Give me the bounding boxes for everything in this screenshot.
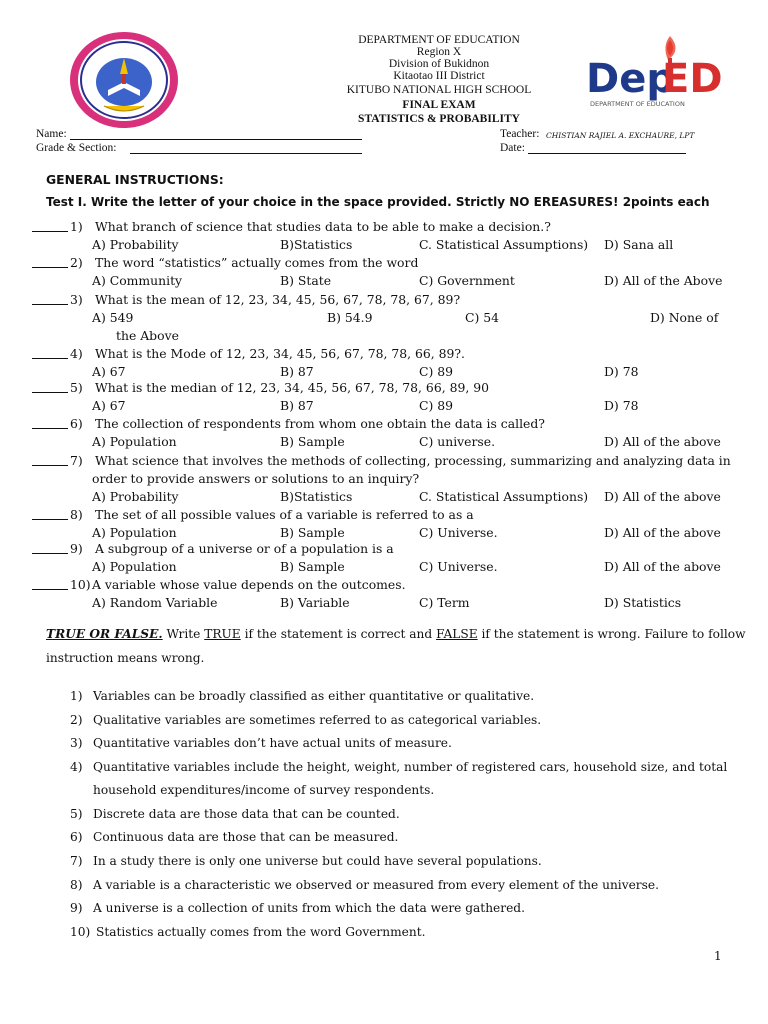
tf-item-text: Discrete data are those data that can be counted.: [93, 807, 400, 821]
option-d: D) All of the Above: [604, 273, 723, 288]
svg-text:DEPARTMENT OF EDUCATION: DEPARTMENT OF EDUCATION: [590, 100, 685, 108]
tf-item-number: 10): [70, 925, 91, 939]
answer-blank[interactable]: [32, 589, 68, 590]
tf-item-text: In a study there is only one universe but could have several populations.: [93, 854, 542, 868]
answer-blank[interactable]: [32, 428, 68, 429]
answer-blank[interactable]: [32, 465, 68, 466]
answer-blank[interactable]: [32, 392, 68, 393]
option-d: D) All of the above: [604, 434, 721, 449]
option-a: A) Community: [92, 273, 183, 288]
question-text: What is the Mode of 12, 23, 34, 45, 56, 67, 78, 78, 66, 89?.: [95, 346, 465, 361]
name-label: Name:: [36, 128, 67, 140]
tf-item-number: 7): [70, 854, 83, 868]
option-d: D) All of the above: [604, 559, 721, 574]
tf-item-number: 4): [70, 760, 83, 774]
option-a: A) Random Variable: [92, 595, 218, 610]
tf-item-text: Qualitative variables are sometimes referred to as categorical variables.: [93, 713, 542, 727]
question-text: A variable whose value depends on the outcomes.: [92, 577, 406, 592]
tf-item-text: Quantitative variables include the height, weight, number of registered cars, household size, and total: [93, 760, 728, 774]
tf-instr-a: Write: [162, 627, 205, 641]
option-c: C) 89: [419, 364, 454, 379]
tf-item-text: A variable is a characteristic we observed or measured from every element of the universe.: [93, 878, 659, 892]
page-number: 1: [714, 949, 722, 963]
tf-false-word: FALSE: [436, 627, 478, 641]
option-c: C) 54: [465, 310, 500, 325]
option-c: C. Statistical Assumptions): [419, 237, 589, 252]
option-a: A) Population: [92, 525, 177, 540]
option-b: B) Sample: [280, 434, 345, 449]
option-b: B) 87: [280, 364, 314, 379]
header-line-2: Region X: [416, 46, 462, 58]
test1-instruction: Test I. Write the letter of your choice in the space provided. Strictly NO EREASURES! 2points each: [46, 195, 710, 209]
option-d: D) All of the above: [604, 489, 721, 504]
exam-subject: STATISTICS & PROBABILITY: [358, 113, 520, 125]
answer-blank[interactable]: [32, 231, 68, 232]
header-line-3: Division of Bukidnon: [388, 58, 490, 70]
tf-item-text: Continuous data are those that can be measured.: [93, 830, 399, 844]
option-c: C) 89: [419, 398, 454, 413]
option-d: D) Statistics: [604, 595, 682, 610]
option-a: A) 67: [92, 364, 126, 379]
question-number: 8): [70, 507, 83, 522]
option-b: B) Sample: [280, 559, 345, 574]
option-d: D) 78: [604, 364, 639, 379]
date-label: Date:: [500, 142, 525, 154]
name-field[interactable]: [70, 139, 362, 140]
tf-item-text: A universe is a collection of units from which the data were gathered.: [93, 901, 525, 915]
option-a: A) Probability: [92, 489, 179, 504]
tf-item-text: Variables can be broadly classified as either quantitative or qualitative.: [93, 689, 535, 703]
grade-section-field[interactable]: [130, 153, 362, 154]
question-number: 2): [70, 255, 83, 270]
tf-instruction-line2: instruction means wrong.: [46, 651, 205, 665]
question-number: 4): [70, 346, 83, 361]
answer-blank[interactable]: [32, 519, 68, 520]
header-line-4: Kitaotao III District: [393, 70, 485, 82]
option-c: C) universe.: [419, 434, 496, 449]
answer-blank[interactable]: [32, 553, 68, 554]
tf-item-number: 5): [70, 807, 83, 821]
tf-true-word: TRUE: [204, 627, 241, 641]
question-text: What is the median of 12, 23, 34, 45, 56, 67, 78, 78, 66, 89, 90: [95, 380, 489, 395]
question-text: The collection of respondents from whom one obtain the data is called?: [95, 416, 545, 431]
option-d: D) Sana all: [604, 237, 674, 252]
question-text-cont: order to provide answers or solutions to an inquiry?: [92, 471, 420, 486]
teacher-value: CHISTIAN RAJIEL A. EXCHAURE, LPT: [546, 131, 695, 140]
option-b: B) Sample: [280, 525, 345, 540]
option-c: C) Government: [419, 273, 515, 288]
svg-text:Dep: Dep: [586, 56, 675, 102]
general-instructions: GENERAL INSTRUCTIONS:: [46, 172, 224, 187]
tf-title: TRUE OR FALSE.: [46, 627, 163, 641]
option-b: B)Statistics: [280, 237, 353, 252]
option-c: C) Universe.: [419, 559, 498, 574]
answer-blank[interactable]: [32, 304, 68, 305]
tf-item-text: Statistics actually comes from the word Government.: [96, 925, 426, 939]
option-d: D) All of the above: [604, 525, 721, 540]
teacher-label: Teacher:: [500, 128, 540, 140]
option-d: D) 78: [604, 398, 639, 413]
header-line-1: DEPARTMENT OF EDUCATION: [358, 34, 520, 46]
option-d: D) None of: [650, 310, 719, 325]
option-b: B) State: [280, 273, 332, 288]
tf-item-number: 2): [70, 713, 83, 727]
header-line-5: KITUBO NATIONAL HIGH SCHOOL: [346, 84, 532, 96]
tf-item-text-cont: household expenditures/income of survey respondents.: [93, 783, 435, 797]
question-number: 9): [70, 541, 83, 556]
tf-instr-b: if the statement is correct and: [240, 627, 437, 641]
date-field[interactable]: [528, 153, 686, 154]
option-a: A) 67: [92, 398, 126, 413]
question-number: 6): [70, 416, 83, 431]
tf-item-number: 8): [70, 878, 83, 892]
option-a: A) Population: [92, 559, 177, 574]
question-number: 1): [70, 219, 83, 234]
answer-blank[interactable]: [32, 267, 68, 268]
tf-item-number: 1): [70, 689, 83, 703]
option-c: C) Term: [419, 595, 470, 610]
question-text: What science that involves the methods of collecting, processing, summarizing and analyzing data in: [95, 453, 731, 468]
answer-blank[interactable]: [32, 358, 68, 359]
option-b: B)Statistics: [280, 489, 353, 504]
tf-instruction: [46, 627, 746, 641]
exam-title: FINAL EXAM: [402, 99, 476, 111]
svg-text:ED: ED: [662, 56, 723, 102]
question-number: 3): [70, 292, 83, 307]
option-a: A) Probability: [92, 237, 179, 252]
option-c: C) Universe.: [419, 525, 498, 540]
option-b: B) 87: [280, 398, 314, 413]
question-text: What is the mean of 12, 23, 34, 45, 56, 67, 78, 78, 67, 89?: [95, 292, 461, 307]
tf-item-number: 9): [70, 901, 83, 915]
question-text: The word “statistics” actually comes from the word: [95, 255, 419, 270]
option-a: A) Population: [92, 434, 177, 449]
tf-item-number: 3): [70, 736, 83, 750]
question-text: A subgroup of a universe or of a population is a: [95, 541, 394, 556]
option-b: B) 54.9: [327, 310, 373, 325]
question-number: 5): [70, 380, 83, 395]
question-text: The set of all possible values of a variable is referred to as a: [95, 507, 474, 522]
option-b: B) Variable: [280, 595, 350, 610]
tf-item-text: Quantitative variables don’t have actual units of measure.: [93, 736, 452, 750]
option-a: A) 549: [92, 310, 134, 325]
question-number: 7): [70, 453, 83, 468]
question-number: 10): [70, 577, 91, 592]
tf-instr-c: if the statement is wrong. Failure to follow: [477, 627, 746, 641]
tf-item-number: 6): [70, 830, 83, 844]
option-c: C. Statistical Assumptions): [419, 489, 589, 504]
option-cont: the Above: [116, 328, 179, 343]
question-text: What branch of science that studies data to be able to make a decision.?: [95, 219, 551, 234]
grade-section-label: Grade & Section:: [36, 142, 117, 154]
